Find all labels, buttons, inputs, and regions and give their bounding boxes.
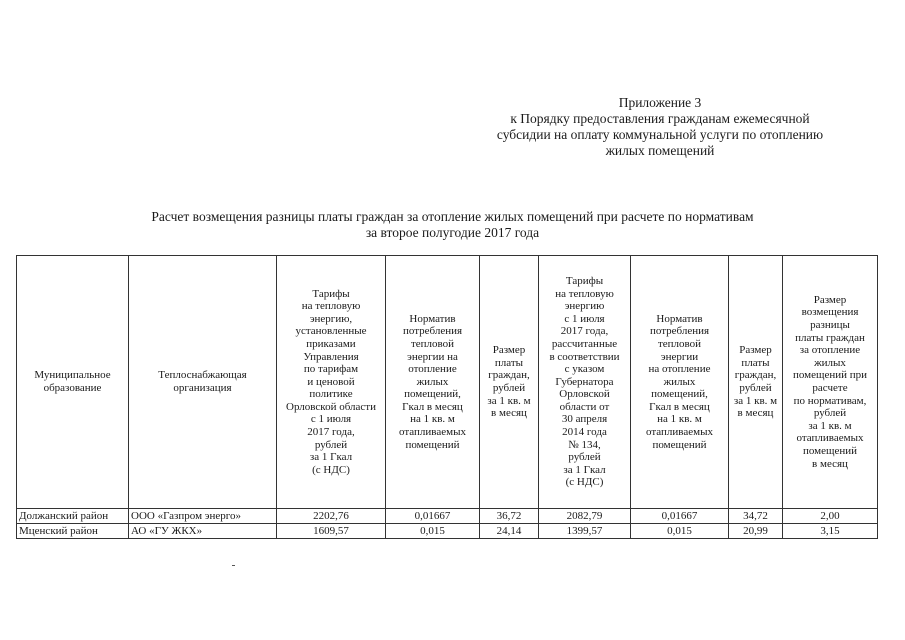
- appendix-line: к Порядку предоставления гражданам ежемесячной: [510, 111, 810, 126]
- appendix-line: субсидии на оплату коммунальной услуги по отоплению: [496, 127, 824, 142]
- header-line: жилых: [416, 375, 449, 388]
- header-line: потребления: [402, 325, 463, 338]
- document-title: [60, 209, 845, 241]
- header-citizen-payment: [480, 256, 539, 509]
- header-line: политике: [309, 388, 353, 401]
- cell-norm: 0,015: [386, 524, 480, 539]
- header-line: Гкал в месяц: [649, 400, 710, 413]
- header-line: области от: [559, 400, 610, 413]
- appendix-line: Приложение 3: [618, 95, 702, 110]
- header-line: организация: [173, 382, 232, 394]
- header-line: помещений: [652, 438, 707, 451]
- header-line: за 1 кв. м: [487, 394, 531, 407]
- header-line: рублей: [568, 451, 601, 464]
- header-line: возмещения: [801, 306, 859, 319]
- header-line: отапливаемых: [399, 426, 466, 439]
- header-citizen-payment-2: [729, 256, 783, 509]
- title-line: за второе полугодие 2017 года: [365, 225, 540, 240]
- header-line: рублей: [813, 407, 847, 420]
- cell-compensation: 2,00: [783, 509, 878, 524]
- header-compensation: [783, 256, 878, 509]
- header-line: рублей: [739, 382, 772, 394]
- header-line: помещений: [405, 438, 460, 451]
- header-line: приказами: [306, 337, 356, 350]
- header-line: за отопление: [799, 344, 861, 357]
- cell-payment: 24,14: [480, 524, 539, 539]
- cell-municipality: Должанский район: [17, 509, 129, 524]
- header-line: Размер: [492, 344, 526, 357]
- table-row: [17, 524, 878, 539]
- header-line: Норматив: [656, 312, 703, 325]
- cell-norm-2: 0,015: [631, 524, 729, 539]
- cell-tariff-2: 2082,79: [539, 509, 631, 524]
- header-line: в месяц: [491, 407, 527, 420]
- cell-payment-2: 20,99: [729, 524, 783, 539]
- title-line: Расчет возмещения разницы платы граждан за отопление жилых помещений при расчете по нормативам: [151, 209, 754, 224]
- header-line: жилых: [814, 356, 846, 369]
- header-line: граждан,: [734, 369, 777, 382]
- header-line: рублей: [314, 438, 348, 451]
- header-line: расчете: [812, 382, 848, 394]
- header-line: 2014 года: [562, 426, 607, 439]
- header-line: рассчитанные: [551, 337, 618, 350]
- header-line: Теплоснабжающая: [158, 369, 247, 382]
- header-tariff-set: [277, 256, 386, 509]
- header-line: помещений при: [792, 369, 868, 382]
- table-row: [17, 509, 878, 524]
- header-line: рублей: [492, 382, 526, 394]
- header-line: платы: [741, 356, 770, 369]
- calculation-table: [16, 255, 878, 539]
- header-line: на тепловую: [555, 287, 614, 300]
- header-consumption-norm: [386, 256, 480, 509]
- header-line: образование: [43, 382, 102, 394]
- header-line: отапливаемых: [796, 432, 864, 445]
- header-line: Размер: [813, 293, 847, 306]
- header-line: Норматив: [409, 312, 456, 325]
- appendix-line: жилых помещений: [605, 143, 715, 158]
- cell-supplier: ООО «Газпром энерго»: [129, 509, 277, 524]
- cell-payment: 36,72: [480, 509, 539, 524]
- header-line: отопление: [408, 363, 457, 376]
- header-line: помещений,: [404, 388, 461, 401]
- header-line: на 1 кв. м: [657, 413, 702, 426]
- header-consumption-norm-2: [631, 256, 729, 509]
- cell-supplier: АО «ГУ ЖКХ»: [129, 524, 277, 539]
- appendix-block: [440, 95, 880, 159]
- header-line: жилых: [663, 375, 696, 388]
- scan-speck: [232, 565, 235, 566]
- cell-tariff-2: 1399,57: [539, 524, 631, 539]
- header-line: Тарифы: [312, 287, 350, 300]
- header-line: в месяц: [812, 457, 848, 470]
- header-line: 30 апреля: [561, 413, 608, 426]
- header-line: на тепловую: [301, 300, 361, 313]
- header-line: отапливаемых: [646, 426, 713, 439]
- header-line: (с НДС): [312, 463, 350, 476]
- header-line: с 1 июля: [310, 413, 352, 426]
- cell-tariff: 1609,57: [277, 524, 386, 539]
- header-line: энергию,: [309, 312, 353, 325]
- header-heat-supplier: [129, 256, 277, 509]
- header-line: энергии на: [407, 350, 458, 363]
- header-line: 2017 года,: [307, 426, 355, 439]
- header-line: Размер: [739, 344, 772, 357]
- cell-payment-2: 34,72: [729, 509, 783, 524]
- header-line: Орловской области: [286, 400, 376, 413]
- cell-norm-2: 0,01667: [631, 509, 729, 524]
- header-line: за 1 Гкал: [563, 463, 606, 476]
- header-line: Управления: [303, 350, 359, 363]
- header-line: Гкал в месяц: [402, 400, 463, 413]
- header-line: за 1 Гкал: [309, 451, 353, 464]
- header-municipality: [17, 256, 129, 509]
- header-line: и ценовой: [307, 375, 355, 388]
- cell-tariff: 2202,76: [277, 509, 386, 524]
- table-header-row: [17, 256, 878, 509]
- header-tariff-calculated: [539, 256, 631, 509]
- header-line: Муниципальное: [34, 369, 111, 382]
- header-line: тепловой: [657, 337, 702, 350]
- cell-compensation: 3,15: [783, 524, 878, 539]
- header-line: в месяц: [737, 407, 774, 420]
- header-line: тепловой: [410, 337, 455, 350]
- header-line: по нормативам,: [793, 394, 867, 407]
- header-line: Губернатора: [555, 375, 614, 388]
- header-line: на 1 кв. м: [410, 413, 455, 426]
- header-line: граждан,: [488, 369, 530, 382]
- header-line: с указом: [564, 363, 605, 376]
- header-line: платы граждан: [795, 331, 865, 344]
- header-line: разницы: [810, 319, 850, 332]
- header-line: № 134,: [568, 438, 601, 451]
- header-line: потребления: [649, 325, 710, 338]
- cell-norm: 0,01667: [386, 509, 480, 524]
- header-line: (с НДС): [565, 476, 604, 489]
- header-line: Тарифы: [565, 274, 604, 287]
- header-line: помещений,: [651, 388, 708, 401]
- header-line: в соответствии: [549, 350, 620, 363]
- header-line: энергию: [564, 300, 605, 313]
- header-line: платы: [494, 356, 524, 369]
- header-line: на отопление: [648, 363, 711, 376]
- header-line: за 1 кв. м: [733, 394, 778, 407]
- header-line: по тарифам: [303, 363, 359, 376]
- header-line: установленные: [295, 325, 367, 338]
- header-line: помещений: [802, 444, 858, 457]
- header-line: с 1 июля: [564, 312, 605, 325]
- header-line: за 1 кв. м: [808, 419, 852, 432]
- header-line: энергии: [660, 350, 699, 363]
- header-line: 2017 года,: [560, 325, 609, 338]
- header-line: Орловской: [559, 388, 610, 401]
- cell-municipality: Мценский район: [17, 524, 129, 539]
